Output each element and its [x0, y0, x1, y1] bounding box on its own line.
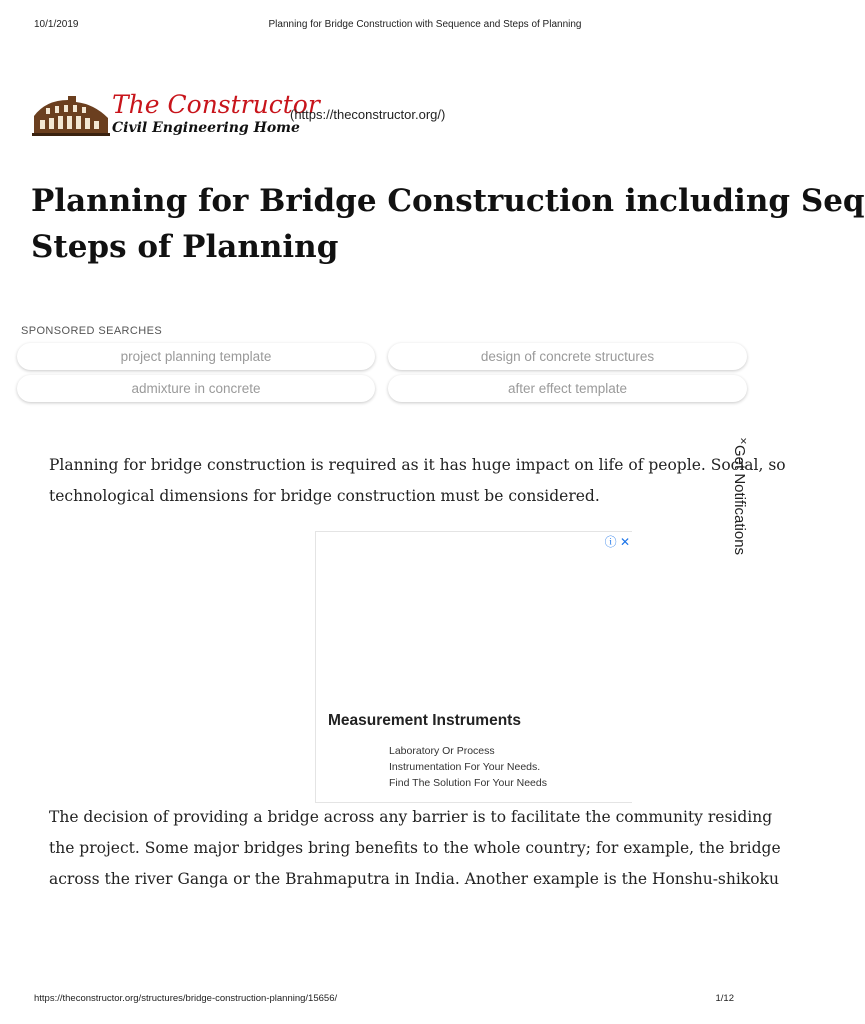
ad-body-line: Laboratory Or Process [389, 745, 495, 757]
sponsored-search-item[interactable]: project planning template [17, 343, 375, 370]
print-page-title: Planning for Bridge Construction with Sequence and Steps of Planning [268, 19, 582, 30]
article-paragraph-1 [49, 450, 786, 512]
logo-tagline: Civil Engineering Home [112, 120, 300, 136]
colosseum-logo-icon [32, 94, 110, 136]
article-title-line-2: Steps of Planning [31, 229, 339, 265]
sponsored-search-item[interactable]: after effect template [388, 375, 747, 402]
logo-name: The Constructor [112, 90, 320, 119]
site-url-link[interactable]: (https://theconstructor.org/) [290, 107, 446, 122]
sponsored-search-item[interactable]: design of concrete structures [388, 343, 747, 370]
paragraph-line: across the river Ganga or the Brahmaputra in India. Another example is the Honshu-shikoku [49, 870, 779, 888]
advertisement-box[interactable] [315, 531, 632, 803]
close-icon[interactable]: × [740, 434, 748, 448]
article-title [31, 178, 865, 270]
print-footer-url: https://theconstructor.org/structures/bridge-construction-planning/15656/ [34, 993, 338, 1004]
paragraph-line: the project. Some major bridges bring benefits to the whole country; for example, the bridge [49, 839, 781, 857]
ad-choices-close-icon[interactable]: ⓘ ✕ [604, 535, 630, 549]
sponsored-searches-label: SPONSORED SEARCHES [21, 325, 163, 337]
ad-title[interactable]: Measurement Instruments [328, 712, 521, 729]
article-paragraph-2 [49, 802, 781, 895]
paragraph-line: Planning for bridge construction is required as it has huge impact on life of people. Social, so [49, 456, 786, 474]
article-title-line-1: Planning for Bridge Construction including Seq [31, 183, 865, 219]
ad-body-line: Instrumentation For Your Needs. [389, 761, 541, 773]
sponsored-search-item[interactable]: admixture in concrete [17, 375, 375, 402]
paragraph-line: The decision of providing a bridge across any barrier is to facilitate the community residing [49, 808, 773, 826]
notification-tab[interactable] [724, 434, 748, 585]
get-notifications-label[interactable]: Get Notifications [731, 445, 748, 556]
ad-body [389, 743, 551, 791]
ad-body-line: Find The Solution For Your Needs [389, 777, 547, 789]
paragraph-line: technological dimensions for bridge construction must be considered. [49, 487, 600, 505]
site-logo[interactable] [32, 90, 320, 140]
page-number: 1/12 [715, 993, 734, 1004]
print-date: 10/1/2019 [34, 19, 79, 30]
